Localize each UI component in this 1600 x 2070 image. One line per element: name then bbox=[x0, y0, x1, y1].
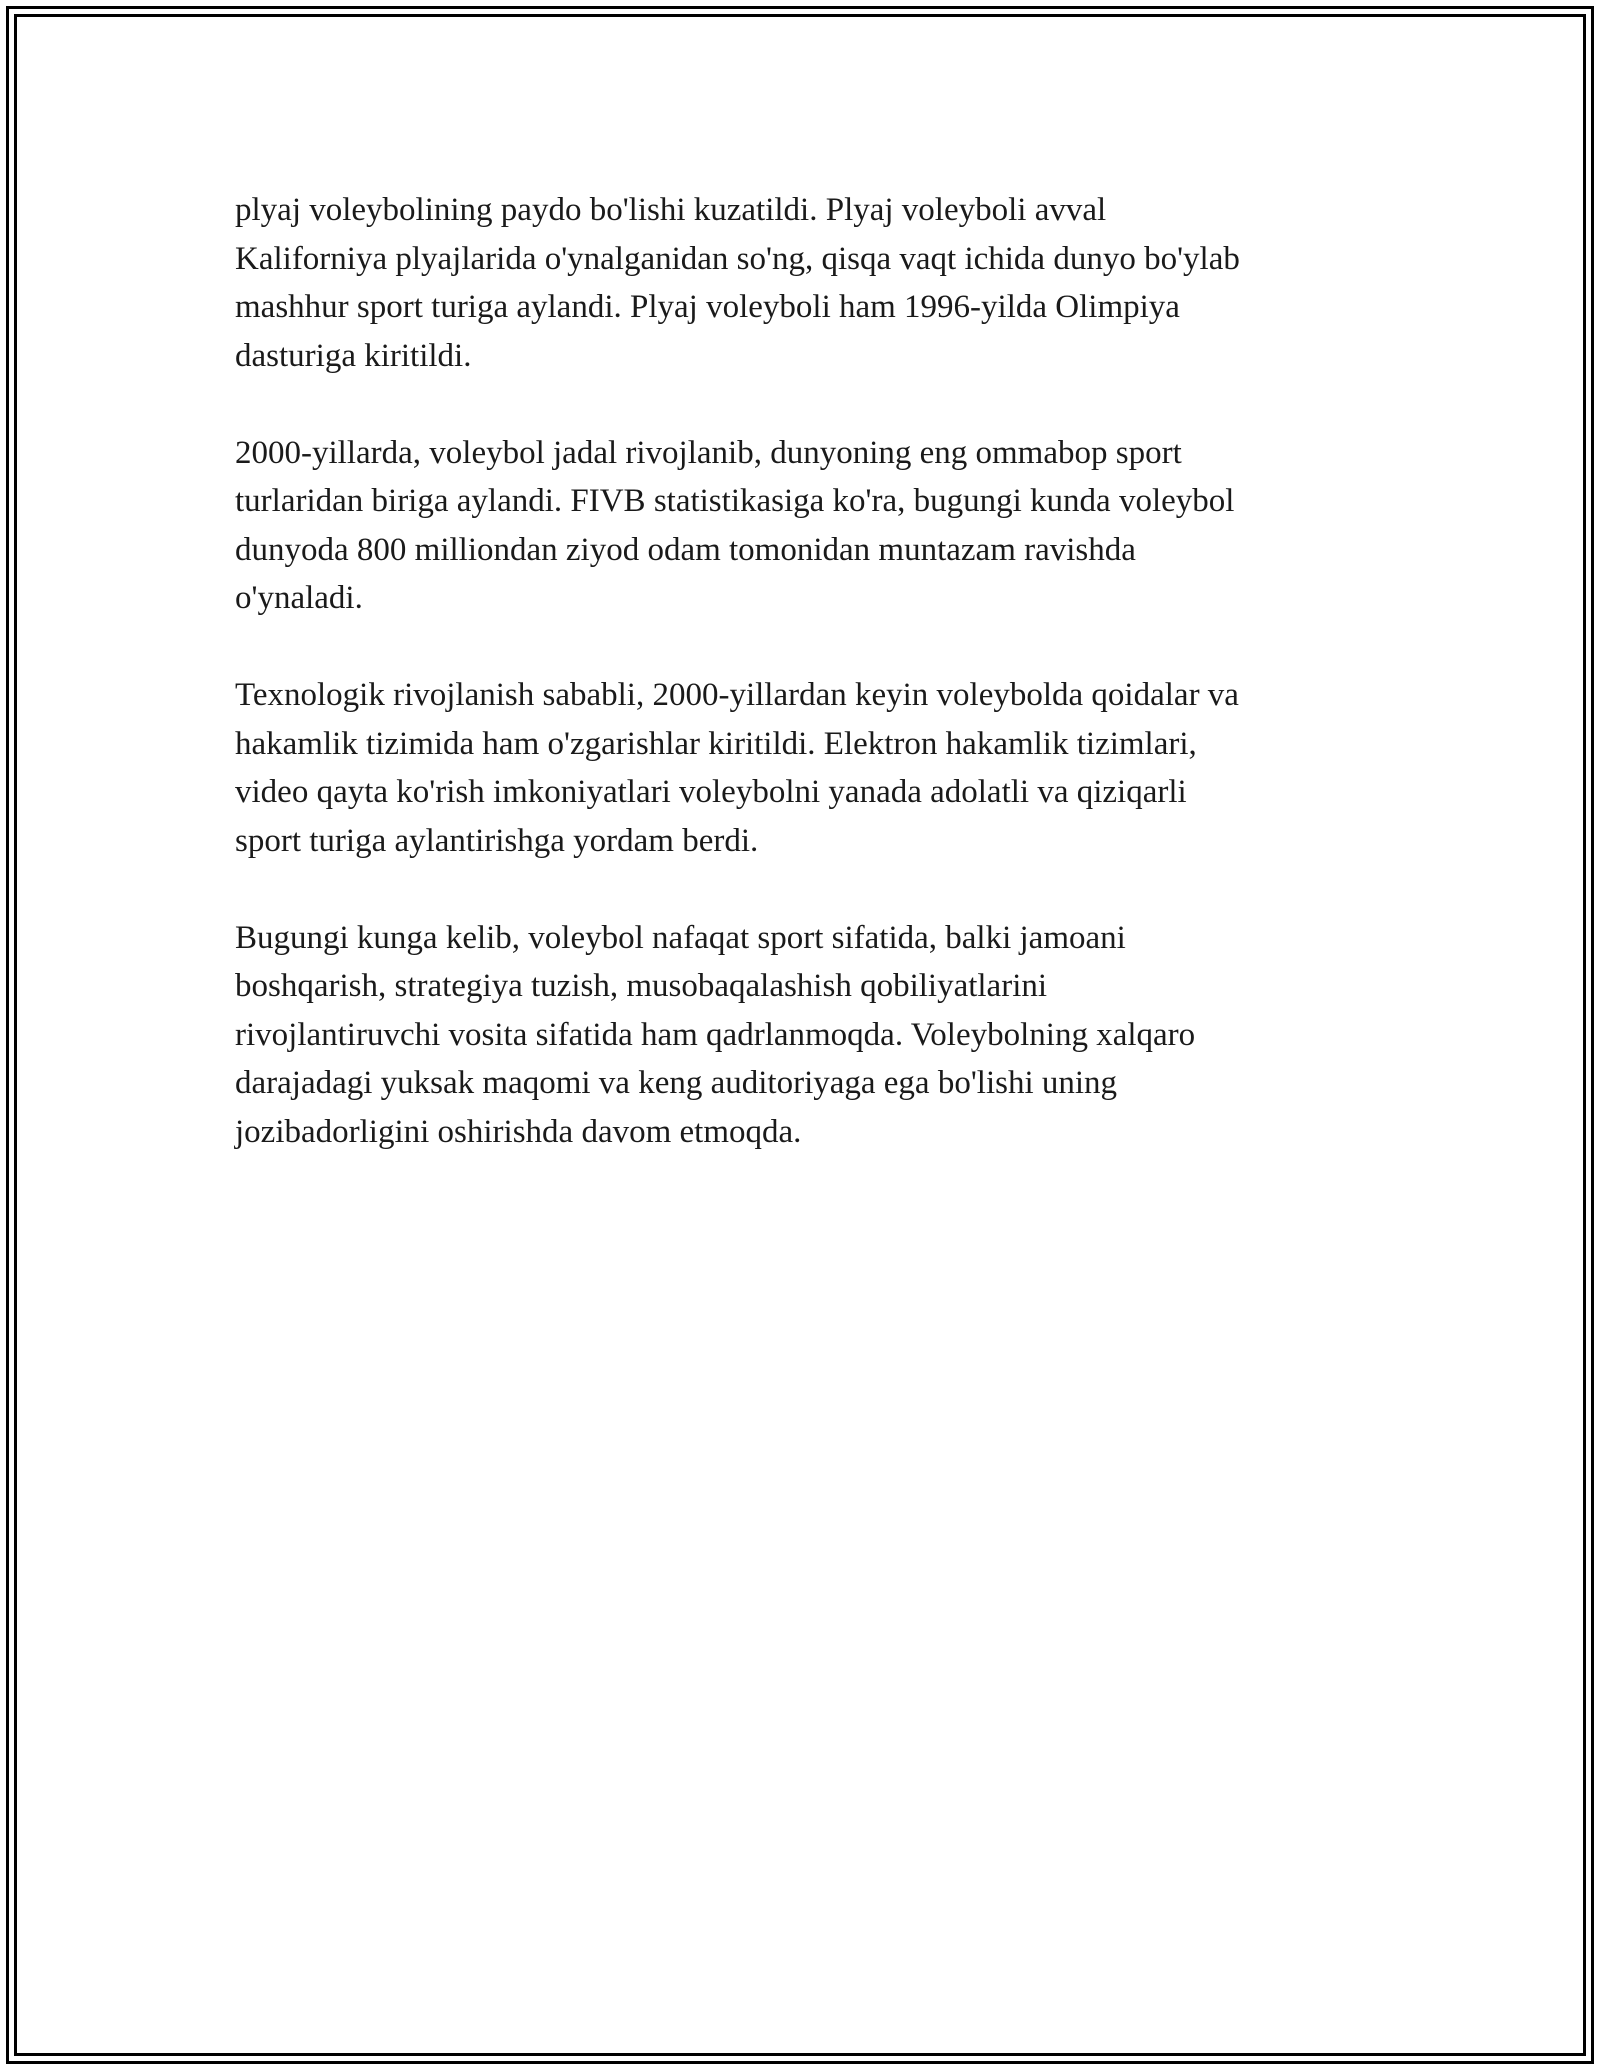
paragraph-line: boshqarish, strategiya tuzish, musobaqalashish qobiliyatlarini bbox=[235, 968, 1048, 1004]
paragraph-line: jozibadorligini oshirishda davom etmoqda. bbox=[235, 1113, 802, 1150]
paragraph-line: o'ynaladi. bbox=[235, 580, 363, 616]
paragraph-4 bbox=[235, 914, 1365, 1157]
paragraph-line: Kaliforniya plyajlarida o'ynalganidan so'ng, qisqa vaqt ichida dunyo bo'ylab bbox=[235, 240, 1240, 277]
paragraph-line: Texnologik rivojlanish sababli, 2000-yillardan keyin voleybolda qoidalar va bbox=[235, 677, 1239, 713]
paragraph-line: dunyoda 800 milliondan ziyod odam tomonidan muntazam ravishda bbox=[235, 531, 1136, 568]
document-body bbox=[235, 186, 1365, 1156]
paragraph-line: mashhur sport turiga aylandi. Plyaj voleyboli ham 1996-yilda Olimpiya bbox=[235, 289, 1180, 325]
paragraph-line: dasturiga kiritildi. bbox=[235, 337, 472, 374]
paragraph-line: Bugungi kunga kelib, voleybol nafaqat sport sifatida, balki jamoani bbox=[235, 919, 1126, 956]
paragraph-line: rivojlantiruvchi vosita sifatida ham qadrlanmoqda. Voleybolning xalqaro bbox=[235, 1016, 1196, 1053]
paragraph-1 bbox=[235, 186, 1365, 380]
paragraph-line: plyaj voleybolining paydo bo'lishi kuzatildi. Plyaj voleyboli avval bbox=[235, 192, 1107, 228]
paragraph-line: hakamlik tizimida ham o'zgarishlar kiritildi. Elektron hakamlik tizimlari, bbox=[235, 725, 1197, 762]
paragraph-line: darajadagi yuksak maqomi va keng auditoriyaga ega bo'lishi uning bbox=[235, 1065, 1118, 1101]
paragraph-2 bbox=[235, 429, 1365, 623]
paragraph-line: 2000-yillarda, voleybol jadal rivojlanib, dunyoning eng ommabop sport bbox=[235, 434, 1182, 471]
paragraph-3 bbox=[235, 671, 1365, 865]
paragraph-line: turlaridan biriga aylandi. FIVB statistikasiga ko'ra, bugungi kunda voleybol bbox=[235, 483, 1235, 519]
paragraph-line: sport turiga aylantirishga yordam berdi. bbox=[235, 822, 759, 859]
paragraph-line: video qayta ko'rish imkoniyatlari voleybolni yanada adolatli va qiziqarli bbox=[235, 774, 1187, 810]
